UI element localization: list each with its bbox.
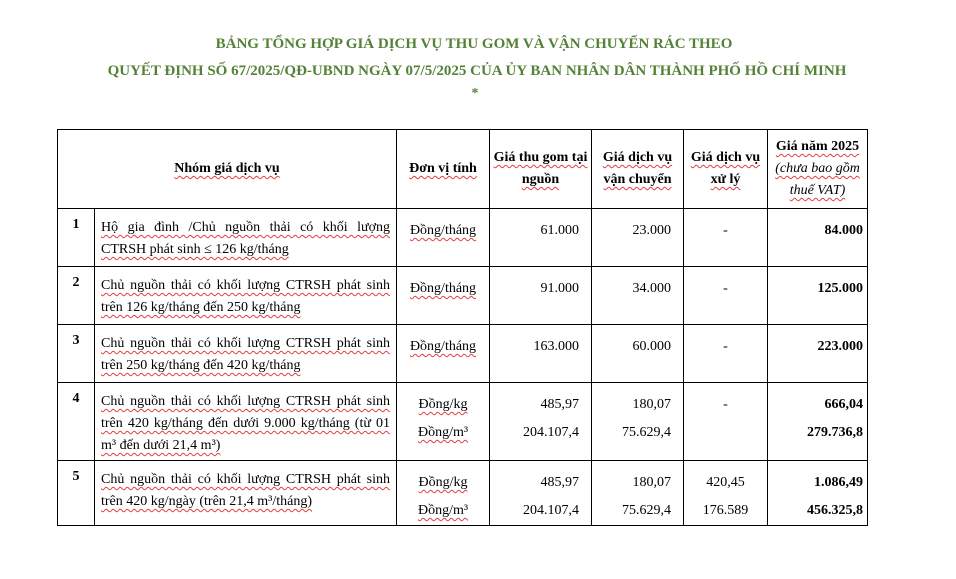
total-price-cell: 125.000 [768,267,868,325]
collection-price-cell: 61.000 [490,209,592,267]
row-number: 3 [58,325,95,383]
document-title-line-1: BẢNG TỔNG HỢP GIÁ DỊCH VỤ THU GOM VÀ VẬN CHUYỂN RÁC THEO [215,36,733,52]
treatment-price-cell: - [684,267,768,325]
collection-price-cell: 163.000 [490,325,592,383]
header-transport-price: Giá dịch vụ vận chuyển [592,130,684,209]
transport-price-cell: 180,07 75.629,4 [592,461,684,526]
treatment-price-cell: - [684,383,768,461]
total-price-cell: 84.000 [768,209,868,267]
document-title-line-2: QUYẾT ĐỊNH SỐ 67/2025/QĐ-UBND NGÀY 07/5/2025 CỦA ỦY BAN NHÂN DÂN THÀNH PHỐ HỒ CHÍ MINH [107,63,847,79]
unit-cell: Đồng/kg Đồng/m³ [397,383,490,461]
row-number: 5 [58,461,95,526]
table-row [58,325,868,383]
unit-cell: Đồng/tháng [397,267,490,325]
service-description: Hộ gia đình /Chủ nguồn thải có khối lượng CTRSH phát sinh ≤ 126 kg/tháng [95,209,397,267]
price-table [57,129,868,526]
service-description: Chủ nguồn thải có khối lượng CTRSH phát sinh trên 420 kg/ngày (trên 21,4 m³/tháng) [95,461,397,526]
header-price-2025: Giá năm 2025 (chưa bao gồm thuế VAT) [768,130,868,209]
collection-price-cell: 485,97 204.107,4 [490,461,592,526]
header-service-group: Nhóm giá dịch vụ [58,130,397,209]
table-row [58,461,868,526]
unit-cell: Đồng/tháng [397,325,490,383]
row-number: 4 [58,383,95,461]
treatment-price-cell: 420,45 176.589 [684,461,768,526]
unit-cell: Đồng/kg Đồng/m³ [397,461,490,526]
service-description: Chủ nguồn thải có khối lượng CTRSH phát sinh trên 126 kg/tháng đến 250 kg/tháng [95,267,397,325]
header-unit: Đơn vị tính [397,130,490,209]
unit-cell: Đồng/tháng [397,209,490,267]
table-row [58,267,868,325]
table-header-row [58,130,868,209]
transport-price-cell: 23.000 [592,209,684,267]
row-number: 2 [58,267,95,325]
transport-price-cell: 34.000 [592,267,684,325]
collection-price-cell: 485,97 204.107,4 [490,383,592,461]
row-number: 1 [58,209,95,267]
transport-price-cell: 180,07 75.629,4 [592,383,684,461]
header-collection-price: Giá thu gom tại nguồn [490,130,592,209]
table-row [58,383,868,461]
total-price-cell: 666,04 279.736,8 [768,383,868,461]
document-title-asterisk: * [471,86,479,101]
collection-price-cell: 91.000 [490,267,592,325]
table-row [58,209,868,267]
treatment-price-cell: - [684,209,768,267]
total-price-cell: 1.086,49 456.325,8 [768,461,868,526]
treatment-price-cell: - [684,325,768,383]
transport-price-cell: 60.000 [592,325,684,383]
total-price-cell: 223.000 [768,325,868,383]
header-treatment-price: Giá dịch vụ xử lý [684,130,768,209]
service-description: Chủ nguồn thải có khối lượng CTRSH phát sinh trên 420 kg/tháng đến dưới 9.000 kg/tháng (từ 01 m³ đến dưới 21,4 m³) [95,383,397,461]
service-description: Chủ nguồn thải có khối lượng CTRSH phát sinh trên 250 kg/tháng đến 420 kg/tháng [95,325,397,383]
